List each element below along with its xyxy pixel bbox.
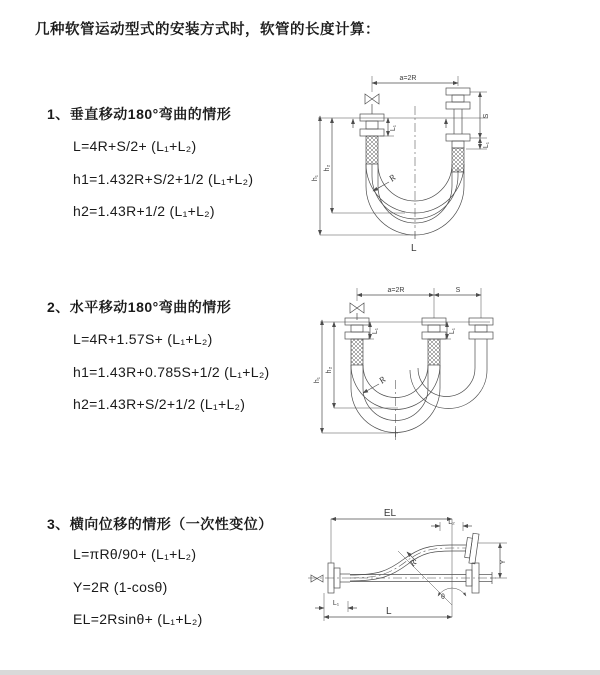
section-2-formula-h1: h1=1.43R+0.785S+1/2 (L₁+L₂) — [73, 364, 270, 380]
dim-label-s: S — [483, 113, 490, 119]
left-flange — [360, 114, 384, 136]
dim-label-a2r: a=2R — [399, 75, 417, 82]
left-braided-hose — [351, 339, 363, 365]
dim-label-l2: L₂ — [448, 519, 455, 526]
section-3-formula-L: L=πRθ/90+ (L₁+L₂) — [73, 546, 197, 562]
right-flange-upper — [446, 88, 470, 109]
dim-label-h2: h₂ — [324, 164, 331, 172]
section-3-formula-EL: EL=2Rsinθ+ (L₁+L₂) — [73, 611, 203, 627]
radius-label: R — [386, 172, 398, 184]
radius-label: R — [407, 557, 419, 569]
section-1-formula-h2: h2=1.43R+1/2 (L₁+L₂) — [73, 203, 215, 219]
section-1-formula-h1: h1=1.432R+S/2+1/2 (L₁+L₂) — [73, 171, 254, 187]
angle-theta-label: θ — [441, 594, 445, 601]
section-2-formula-L: L=4R+1.57S+ (L₁+L₂) — [73, 331, 213, 347]
length-label: L — [386, 606, 392, 617]
diagram-vertical-180-bend-svg — [310, 68, 600, 263]
moved-end-flange — [464, 533, 479, 564]
dim-label-h1: h₁ — [314, 376, 321, 384]
dim-label-el: EL — [383, 508, 397, 519]
diagram-lateral-displacement-svg — [300, 505, 600, 650]
section-3-heading: 3、横向位移的情形（一次性变位） — [47, 516, 273, 532]
section-1-heading: 1、垂直移动180°弯曲的情形 — [47, 106, 232, 122]
length-label: L — [411, 243, 417, 254]
dim-label-h1: h₁ — [312, 174, 319, 182]
diagram-horizontal-180-bend-svg — [310, 280, 600, 460]
dim-label-l1-mid: L₁ — [449, 327, 456, 335]
dim-label-l1-right: L₁ — [483, 141, 490, 149]
valve-icon — [365, 94, 379, 114]
right-flange-lower — [446, 134, 470, 148]
dim-label-l1: L₁ — [332, 600, 340, 607]
page-bottom-edge — [0, 670, 600, 675]
diagram-horizontal-180-bend — [310, 280, 600, 460]
dim-label-l1-left: L₁ — [372, 327, 379, 335]
dim-label-y: Y — [500, 559, 507, 565]
section-3-formula-Y: Y=2R (1-cosθ) — [73, 579, 168, 595]
dim-label-h2: h₂ — [326, 366, 333, 374]
section-2-formula-h2: h2=1.43R+S/2+1/2 (L₁+L₂) — [73, 396, 246, 412]
hose-u-bend-position2 — [410, 339, 487, 409]
middle-braided-hose — [428, 339, 440, 365]
section-2-heading: 2、水平移动180°弯曲的情形 — [47, 299, 232, 315]
dim-label-s: S — [455, 287, 461, 294]
page-title: 几种软管运动型式的安装方式时，软管的长度计算： — [35, 22, 380, 38]
radius-label: R — [376, 374, 388, 386]
dim-label-l1-left: L₁ — [390, 124, 397, 132]
right-flange — [469, 318, 493, 339]
left-braided-hose — [366, 136, 378, 164]
section-1-formula-L: L=4R+S/2+ (L₁+L₂) — [73, 138, 197, 154]
valve-icon — [350, 303, 364, 320]
dim-label-a2r: a=2R — [387, 287, 405, 294]
middle-flange — [422, 318, 446, 339]
valve-icon — [311, 575, 323, 582]
diagram-vertical-180-bend — [310, 68, 600, 263]
diagram-lateral-displacement — [300, 505, 600, 650]
left-flange — [345, 318, 369, 339]
